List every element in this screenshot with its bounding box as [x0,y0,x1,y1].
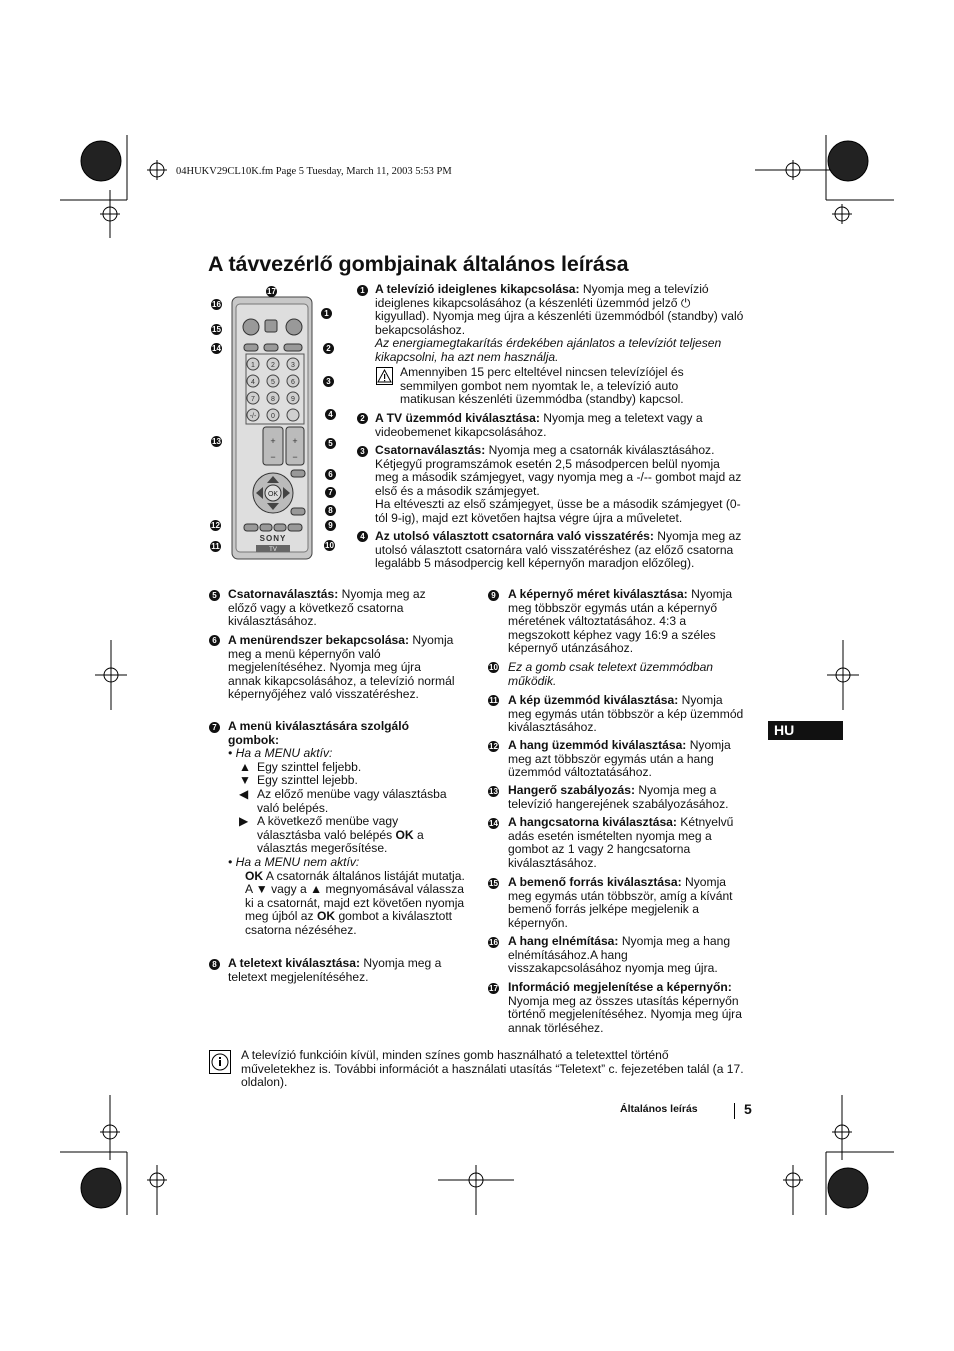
item-9: A képernyő méret kiválasztása: Nyomja meg többször egymás után a képernyő méretének változtatásához. 4:3 a megszokott képhez vagy 16:9 a széles képernyő utánzásához. [508,587,733,656]
item-number: 6 [209,635,220,646]
svg-text:1: 1 [251,362,255,369]
svg-text:4: 4 [251,379,255,386]
item-number: 5 [209,590,220,601]
item-number: 8 [209,959,220,970]
svg-text:OK: OK [267,491,279,498]
arrow-left-icon: ◀ [239,786,249,801]
item-number: 17 [489,984,498,993]
language-tab: HU [768,721,843,740]
callout-3: 3 [323,376,334,387]
callout-14: 14 [212,344,221,353]
item-number: 3 [357,446,368,457]
svg-text:5: 5 [271,379,275,386]
warning-icon [376,367,393,385]
svg-text:−: − [270,452,276,462]
item-14: A hangcsatorna kiválasztása: Kétnyelvű adás esetén ismételten nyomja meg a gombot az 1 vagy 2 hangcsatorna kiválasztásához. [508,815,734,870]
callout-6: 6 [325,469,336,480]
callout-7: 7 [325,487,336,498]
item-12: A hang üzemmód kiválasztása: Nyomja meg azt többször egymás után a hang üzemmód változtatásához. [508,738,731,780]
item-13: Hangerő szabályozás: Nyomja meg a televízió hangerejének szabályozásához. [508,783,729,811]
svg-text:−: − [292,452,298,462]
item-number: 12 [489,742,498,751]
item-17: Információ megjelenítése a képernyőn: Nyomja meg az összes utasítás képernyőn történő megjelenítéséhez. Nyomja meg újra annak törléséhez. [508,980,742,1035]
svg-text:+: + [270,436,276,446]
svg-text:9: 9 [291,396,295,403]
item-8: A teletext kiválasztása: Nyomja meg a teletext megjelenítéséhez. [228,956,442,984]
callout-16: 16 [212,300,221,309]
callout-12: 12 [211,521,220,530]
item-2: A TV üzemmód kiválasztása: Nyomja meg a teletext vagy a videobemenet kikapcsolásához. [375,411,703,439]
item-number: 4 [357,531,368,542]
page-number: 5 [744,1101,752,1117]
callout-8: 8 [325,505,336,516]
item-number: 13 [489,787,498,796]
svg-text:+: + [292,436,298,446]
item-number: 11 [489,696,498,705]
footer-divider [734,1103,735,1119]
item-5: Csatornaválasztás: Nyomja meg az előző vagy a következő csatorna kiválasztásához. [228,587,426,629]
item-7: A menü kiválasztására szolgáló gombok: • Ha a MENU aktív: ▲ Egy szinttel feljebb. ▼ Egy szinttel lejebb. ◀ Az előző menübe vagy választásba való belépés. ▶ A következő menübe vagy választásba való belépés OK a választás megerősítése. • Ha a MENU nem aktív: OK A csatornák általános listáját mutatja. A ▼ vagy a ▲ megnyomásával válassza ki a csatornát, majd ezt követően nyomja meg újból az OK gombot a kiválasztott csatorna nézéséhez. [228,719,465,937]
svg-text:8: 8 [271,396,275,403]
svg-text:3: 3 [291,362,295,369]
item-3: Csatornaválasztás: Nyomja meg a csatornák kiválasztásához. Kétjegyű programszámok esetén 2,5 másodpercen belül nyomja meg a második számjegyet, vagy nyomja meg a -/-- gombot majd az első és a második számjegyet. Ha eltéveszti az első számjegyet, üsse be a második számjegyet (0-tól 9-ig), majd ezt követően hajtsa végre újra a műveletet. [375,443,742,525]
svg-text:0: 0 [271,413,275,420]
svg-text:SONY: SONY [259,534,287,543]
page-title: A távvezérlő gombjainak általános leírása [208,252,629,276]
callout-11: 11 [211,542,220,551]
callout-10: 10 [325,541,334,550]
item-15: A bemenő forrás kiválasztása: Nyomja meg egymás után többször, amíg a kívánt bemenő forrás jelképe megjelenik a képernyőn. [508,875,733,930]
callout-17: 17 [267,287,276,296]
item-number: 9 [488,590,499,601]
arrow-up-icon: ▲ [310,882,323,897]
info-icon [209,1050,231,1074]
file-header: 04HUKV29CL10K.fm Page 5 Tuesday, March 11, 2003 5:53 PM [176,166,452,177]
svg-text:-/-: -/- [249,413,257,420]
callout-13: 13 [212,437,221,446]
callout-15: 15 [212,325,221,334]
arrow-right-icon: ▶ [239,814,249,829]
svg-text:TV: TV [269,547,277,553]
item-10: Ez a gomb csak teletext üzemmódban működik. [508,660,714,688]
warning-text: Amennyiben 15 perc elteltével nincsen televízíójel és semmilyen gombot nem nyomtak le, a televízió auto matikusan készenléti üzemmódba (standby) kapcsol. [400,365,684,407]
callout-9: 9 [325,520,336,531]
arrow-up-icon: ▲ [239,759,251,774]
callout-4: 4 [325,409,336,420]
item-6: A menürendszer bekapcsolása: Nyomja meg a menü képernyőn való megjelenítéséhez. Nyomja meg újra annak kikapcsolásához, a televízió normál képernyőjéhez való visszatéréshez. [228,633,455,702]
svg-text:2: 2 [271,362,275,369]
item-number: 7 [209,722,220,733]
item-11: A kép üzemmód kiválasztása: Nyomja meg egymás után többször a kép üzemmód kiválasztásához. [508,693,744,735]
item-4: Az utolsó választott csatornára való visszatérés: Nyomja meg az utolsó választott csatornára való visszatéréshez (az előző csatorna legalább 5 másodpercig kell képernyőn maradjon előzőleg). [375,529,742,571]
callout-5: 5 [325,438,336,449]
callout-2: 2 [323,343,334,354]
svg-text:6: 6 [291,379,295,386]
arrow-down-icon: ▼ [239,773,251,788]
svg-text:7: 7 [251,396,255,403]
item-number: 16 [489,938,498,947]
arrow-down-icon: ▼ [255,882,268,897]
item-number: 10 [489,663,498,672]
item-number: 1 [357,285,368,296]
footer-section: Általános leírás [620,1103,698,1115]
item-16: A hang elnémítása: Nyomja meg a hang elnémításához.A hang visszakapcsolásához nyomja meg újra. [508,934,731,976]
item-1: A televízió ideiglenes kikapcsolása: Nyomja meg a televízió ideiglenes kikapcsolásához (a készenléti üzemmód jelző ⏻ kigyullad). Nyomja meg újra a készenléti üzemmódból (standby) való bekapcsoláshoz. Az energiamegtakarítás érdekében ajánlatos a televíziót teljesen kikapcsolni, ha azt nem használja. [375,282,744,364]
item-number: 2 [357,413,368,424]
note-text: A televízió funkcióin kívül, minden színes gomb használható a teletexttel történő műveletekhez is. További információt a használati utasítás “Teletext” c. fejezetében talál (a 17. oldalon). [241,1048,744,1090]
item-number: 14 [489,819,498,828]
callout-1: 1 [321,308,332,319]
item-number: 15 [489,879,498,888]
